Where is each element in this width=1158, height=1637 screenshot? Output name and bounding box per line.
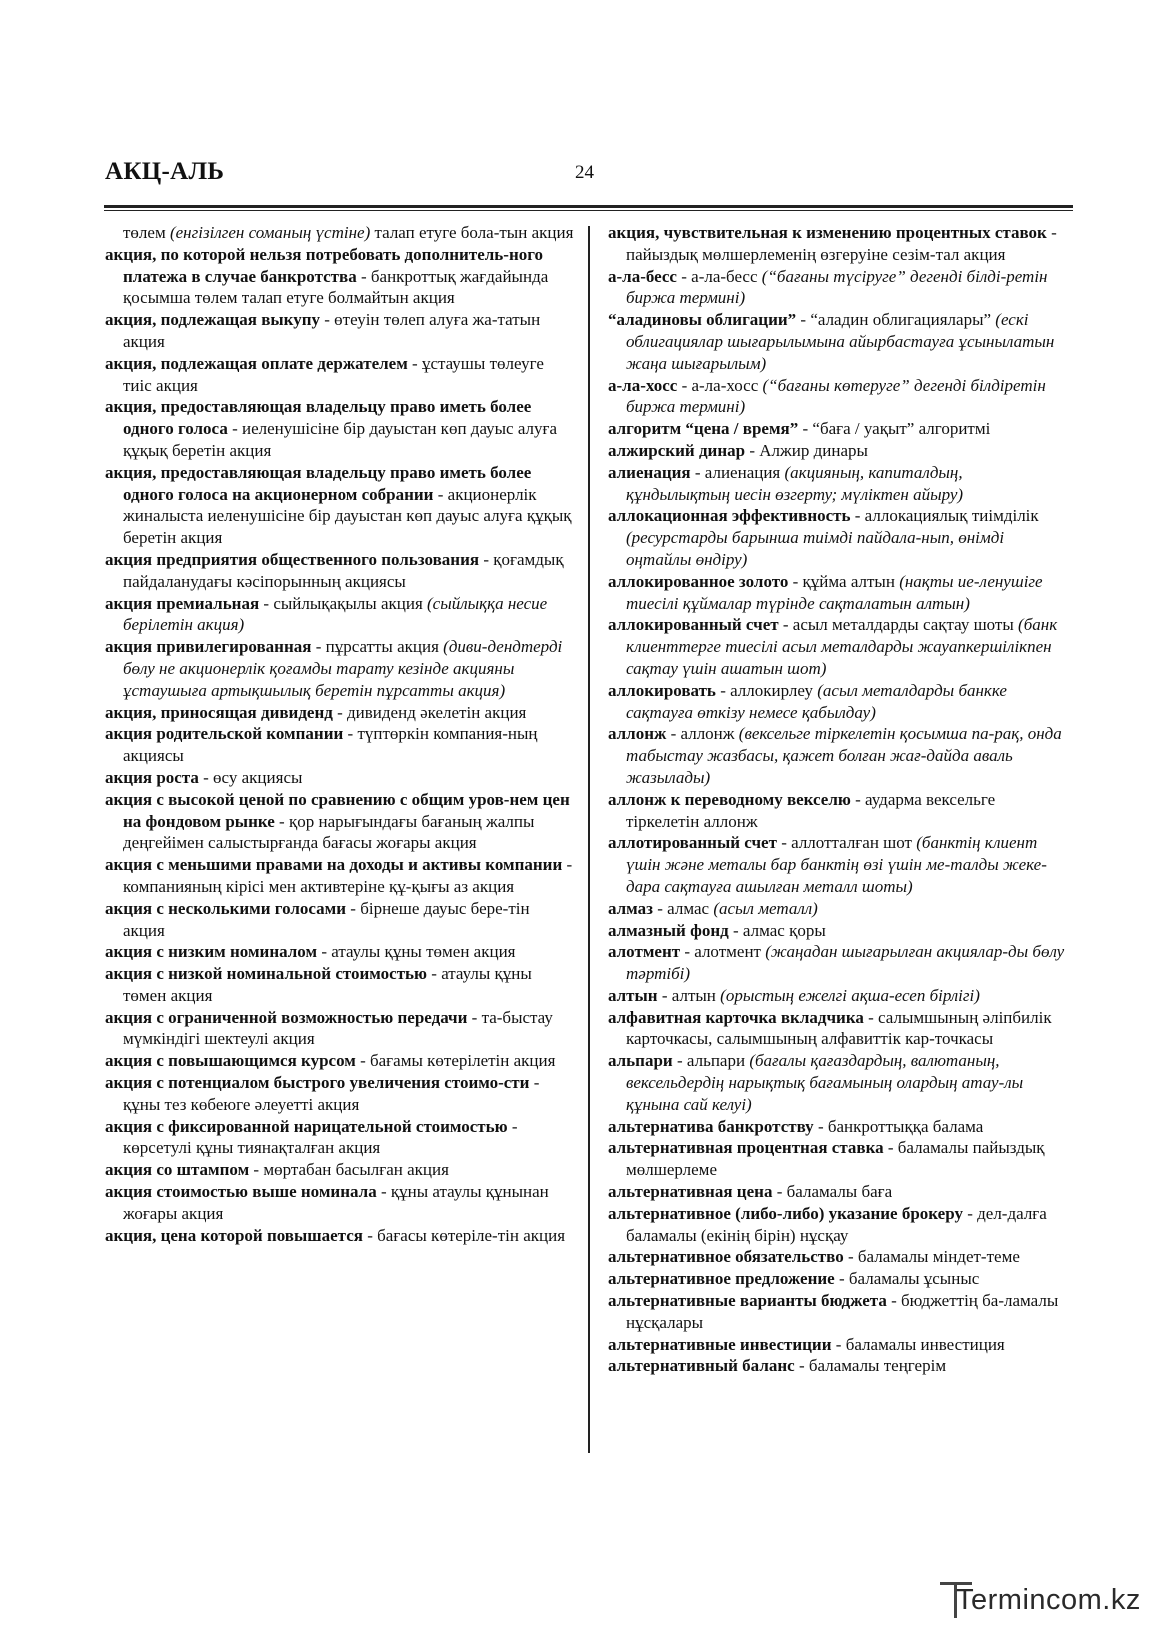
dictionary-entry [105, 963, 575, 1007]
dictionary-entry [608, 1181, 1070, 1203]
dictionary-entry [105, 353, 575, 397]
page-heading: АКЦ-АЛЬ [105, 158, 225, 185]
entry-term: акция, по которой нельзя потребовать дополнитель-ного платежа в случае банкротства [105, 244, 544, 286]
entry-note: (вексельге тіркелетін қосымша па-рақ, онда табыстау жазбасы, қажет болған жағ-дайда аваль жазылады) [626, 724, 1062, 787]
dictionary-entry [608, 832, 1070, 897]
right-column [608, 222, 1070, 1377]
entry-translation: - баламалы теңгерім [794, 1356, 947, 1376]
entry-term: альтернативное обязательство [608, 1247, 844, 1267]
entry-term: альпари [608, 1051, 673, 1071]
entry-translation: - пұрсатты акция [311, 637, 444, 657]
entry-translation: - асыл металдарды сақтау шоты [778, 615, 1019, 635]
dictionary-entry [608, 1050, 1070, 1115]
entry-note: (асыл металл) [713, 898, 818, 918]
entry-term: акция с низкой номинальной стоимостью [105, 964, 428, 984]
entry-translation: - компанияның кірісі мен активтеріне құ-қығы аз акция [123, 855, 573, 896]
entry-translation: - алтын [657, 985, 721, 1005]
dictionary-entry [608, 941, 1070, 985]
entry-term: алфавитная карточка вкладчика [608, 1007, 864, 1027]
entry-translation: - дел-далға баламалы (екінің бірін) нұсқау [626, 1203, 1047, 1245]
dictionary-entry [105, 549, 575, 593]
dictionary-entry [105, 767, 575, 789]
entry-term: акция родительской компании [105, 724, 344, 744]
entry-term: акция, предоставляющая владельцу право иметь более одного голоса на акционерном собрании [105, 462, 532, 504]
entry-term: алтын [608, 985, 658, 1005]
entry-term: акция, подлежащая выкупу [105, 310, 320, 330]
entry-term: акция, приносящая дивиденд [105, 702, 333, 722]
entry-term: акция с высокой ценой по сравнению с общим уров-нем цен на фондовом рынке [105, 789, 570, 831]
entry-note: (бағалы қағаздардың, валютаның, вексельдердің нарықтық бағамының олардың атау-лы құнына сай келуі) [626, 1051, 1024, 1114]
entry-translation: - аллотталған шот [776, 833, 917, 853]
entry-note: (асыл металдарды банкке сақтауға өткізу немесе қабылдау) [626, 680, 1007, 722]
dictionary-entry [608, 723, 1070, 788]
entry-term: акция, чувствительная к изменению процентных ставок [608, 223, 1047, 242]
entry-term: акция с низким номиналом [105, 942, 318, 962]
header-rule-thin [104, 210, 1073, 211]
entry-translation: - құйма алтын [788, 571, 900, 591]
entry-term: альтернативный баланс [608, 1356, 795, 1376]
entry-term: альтернативное (либо-либо) указание брокеру [608, 1203, 963, 1223]
dictionary-entry [105, 1225, 575, 1247]
entry-term: “аладиновы облигации” [608, 310, 797, 330]
entry-term: аллокационная эффективность [608, 506, 851, 526]
dictionary-entry [608, 920, 1070, 942]
entry-term: алотмент [608, 942, 681, 962]
header-rule [104, 205, 1073, 208]
entry-term: алмазный фонд [608, 920, 729, 940]
dictionary-entry [608, 1246, 1070, 1268]
entry-translation: - көрсетулі құны тиянақталған акция [123, 1116, 518, 1158]
entry-term: альтернативное предложение [608, 1269, 835, 1289]
entry-note: (орыстың ежелгі ақша-есеп бірлігі) [720, 985, 980, 1005]
entry-term: акция с меньшими правами на доходы и активы компании [105, 855, 563, 875]
entry-term: акция со штампом [105, 1160, 250, 1180]
entry-term: акция стоимостью выше номинала [105, 1182, 377, 1202]
dictionary-entry [105, 244, 575, 309]
entry-note: (жаңадан шығарылған акциялар-ды бөлу тәртібі) [626, 942, 1065, 984]
dictionary-entry [105, 854, 575, 898]
dictionary-entry [608, 680, 1070, 724]
entry-translation: - салымшының әліпбилік карточкасы, салымшының алфавиттік кар-точкасы [626, 1007, 1052, 1049]
entry-translation: - иеленушісіне бір дауыстан көп дауыс алуға құқық беретін акция [123, 419, 558, 460]
entry-note: (акцияның, капиталдың, құндылықтың иесін өзгерту; мүліктен айыру) [626, 462, 964, 504]
entry-translation: - баламалы пайыздық мөлшерлеме [626, 1138, 1045, 1180]
dictionary-entry [608, 1334, 1070, 1356]
entry-term: альтернативные инвестиции [608, 1334, 832, 1354]
entry-translation: - банкроттық жағдайында қосымша төлем талап етуге болмайтын акция [123, 266, 549, 308]
entry-translation: - баламалы міндет-теме [843, 1247, 1020, 1267]
dictionary-entry [105, 789, 575, 854]
entry-note: (сыйлыққа несие берілетін акция) [123, 593, 548, 635]
entry-translation: - құны тез көбеюге әлеуетті акция [123, 1073, 540, 1114]
entry-translation: талап етуге бола-тын акция [370, 223, 574, 242]
dictionary-entry [608, 418, 1070, 440]
entry-note: (енгізілген соманың үстіне) [169, 223, 371, 242]
dictionary-entry [105, 636, 575, 701]
entry-translation: - акционерлік жиналыста иеленушісіне бір дауыстан көп дауыс алуға құқық беретін акция [123, 484, 572, 548]
entry-term: акция привилегированная [105, 637, 312, 657]
entry-term: акция, предоставляющая владельцу право иметь более одного голоса [105, 397, 532, 439]
column-divider [588, 226, 590, 1453]
entry-translation: - банкроттыққа балама [813, 1116, 984, 1136]
entry-translation: - өсу акциясы [198, 767, 303, 787]
entry-translation: - альпари [672, 1051, 750, 1071]
dictionary-entry [105, 702, 575, 724]
entry-note: (банктің клиент үшін және металы бар банктің өзі үшін ме-талды жеке-дара сақтауға ашылған металл шоты) [626, 833, 1047, 896]
entry-term: акция премиальная [105, 593, 260, 613]
entry-translation: - а-ла-хосс [677, 375, 763, 395]
entry-term: альтернатива банкротству [608, 1116, 814, 1136]
entry-translation: - түптөркін компания-ның акциясы [123, 724, 538, 766]
dictionary-entry [608, 1007, 1070, 1051]
entry-note: (ескі облигациялар шығарылымына айырбастауға ұсынылатын жаңа шығарылым) [626, 310, 1055, 373]
dictionary-entry [608, 505, 1070, 570]
entry-note: (“бағаны түсіруге” дегенді білді-ретін биржа термині) [626, 266, 1048, 308]
entry-term: аллотированный счет [608, 833, 777, 853]
entry-note: (ресурстарды барынша тиімді пайдала-нып, өнімді оңтайлы өндіру) [626, 528, 1005, 569]
entry-translation: - аллокирлеу [715, 680, 818, 700]
entry-translation: - алмас [652, 898, 714, 918]
entry-translation: - бюджеттің ба-ламалы нұсқалары [626, 1291, 1059, 1332]
dictionary-entry [608, 222, 1070, 266]
dictionary-entry [105, 941, 575, 963]
entry-note: (“бағаны көтеруге” дегенді білдіретін биржа термині) [626, 375, 1046, 417]
dictionary-entry [608, 1137, 1070, 1181]
entry-translation: - алмас қоры [728, 920, 826, 940]
entry-term: акция с несколькими голосами [105, 898, 347, 918]
entry-translation: - дивиденд әкелетін акция [332, 702, 527, 722]
dictionary-entry [105, 593, 575, 637]
entry-translation: - баламалы ұсыныс [834, 1269, 980, 1289]
entry-translation: - қор нарығындағы бағаның жалпы деңгейімен салыстырғанда бағасы жоғары акция [123, 811, 535, 853]
dictionary-entry [105, 1050, 575, 1072]
entry-translation: - бағасы көтеріле-тін акция [362, 1225, 566, 1245]
entry-term: аллонж [608, 724, 667, 744]
entry-translation: - алотмент [680, 942, 766, 962]
entry-note: (диви-дендтерді бөлу не акционерлік қоғамды тарату кезінде акцияны ұстаушыға артықшылық беретін пұрсатты акция) [123, 637, 563, 700]
dictionary-entry [105, 1007, 575, 1051]
dictionary-entry [608, 266, 1070, 310]
entry-translation: - ұстаушы төлеуге тиіс акция [123, 353, 544, 395]
entry-translation: - бағамы көтерілетін акция [355, 1051, 556, 1071]
dictionary-entry [105, 309, 575, 353]
entry-translation: - атаулы құны төмен акция [317, 942, 516, 962]
dictionary-entry [608, 1290, 1070, 1334]
dictionary-entry [608, 1203, 1070, 1247]
dictionary-entry [608, 614, 1070, 679]
entry-translation: төлем [123, 223, 170, 242]
entry-term: аллонж к переводному векселю [608, 789, 851, 809]
entry-note: (нақты ие-ленушіге тиесілі құймалар түрінде сақталатын алтын) [626, 571, 1043, 613]
dictionary-entry [608, 1355, 1070, 1377]
entry-translation: - алиенация [690, 462, 785, 482]
entry-term: альтернативные варианты бюджета [608, 1291, 887, 1311]
entry-term: альтернативная цена [608, 1182, 773, 1202]
entry-term: алгоритм “цена / время” [608, 419, 799, 439]
entry-note: (банк клиенттерге тиесілі асыл металдарды жауапкершілікпен сақтау үшін ашатын шот) [626, 615, 1058, 678]
entry-translation: - та-быстау мүмкіндігі шектеулі акция [123, 1007, 553, 1049]
logo-text: Termincom.kz [956, 1584, 1141, 1616]
dictionary-entry [608, 571, 1070, 615]
dictionary-entry [105, 1159, 575, 1181]
dictionary-entry [105, 222, 575, 244]
dictionary-entry [105, 898, 575, 942]
entry-term: алмаз [608, 898, 653, 918]
entry-term: акция с фиксированной нарицательной стоимостью [105, 1116, 508, 1136]
entry-term: акция, подлежащая оплате держателем [105, 353, 408, 373]
dictionary-entry [608, 1268, 1070, 1290]
page-number: 24 [575, 162, 594, 183]
entry-term: а-ла-бесс [608, 266, 677, 286]
dictionary-entry [105, 1116, 575, 1160]
dictionary-entry [608, 375, 1070, 419]
entry-term: аллокированное золото [608, 571, 789, 591]
entry-translation: - аллокациялық тиімділік [850, 506, 1039, 526]
entry-term: акция с ограниченной возможностью передачи [105, 1007, 468, 1027]
dictionary-entry [105, 1072, 575, 1116]
dictionary-entry [608, 309, 1070, 374]
entry-translation: - мөртабан басылған акция [249, 1160, 449, 1180]
entry-term: акция с потенциалом быстрого увеличения стоимо-сти [105, 1073, 530, 1093]
entry-term: аллокированный счет [608, 615, 779, 635]
dictionary-entry [105, 462, 575, 549]
entry-translation: - “баға / уақыт” алгоритмі [798, 419, 991, 439]
dictionary-entry [608, 440, 1070, 462]
entry-translation: - баламалы инвестиция [831, 1334, 1005, 1354]
termincom-logo [940, 1578, 1141, 1624]
entry-term: а-ла-хосс [608, 375, 678, 395]
dictionary-entry [608, 985, 1070, 1007]
entry-term: альтернативная процентная ставка [608, 1138, 884, 1158]
dictionary-entry [105, 1181, 575, 1225]
entry-translation: - атаулы құны төмен акция [123, 964, 532, 1005]
entry-translation: - қоғамдық пайдаланудағы кәсіпорынның акциясы [123, 549, 564, 591]
entry-term: акция, цена которой повышается [105, 1225, 363, 1245]
left-column [105, 222, 575, 1246]
entry-term: акция роста [105, 767, 199, 787]
dictionary-entry [608, 898, 1070, 920]
dictionary-entry [608, 789, 1070, 833]
dictionary-entry [105, 396, 575, 461]
entry-translation: - а-ла-бесс [676, 266, 762, 286]
entry-translation: - аударма вексельге тіркелетін аллонж [626, 789, 996, 831]
dictionary-entry [608, 462, 1070, 506]
entry-term: акция с повышающимся курсом [105, 1051, 356, 1071]
entry-translation: - “аладин облигациялары” [796, 310, 996, 330]
entry-translation: - пайыздық мөлшерлеменің өзгеруіне сезім-тал акция [626, 223, 1057, 264]
entry-translation: - құны атаулы құнынан жоғары акция [123, 1182, 549, 1223]
entry-translation: - аллонж [666, 724, 739, 744]
dictionary-entry [105, 723, 575, 767]
entry-translation: - Алжир динары [745, 440, 868, 460]
entry-term: акция предприятия общественного пользования [105, 549, 480, 569]
entry-term: алиенация [608, 462, 691, 482]
entry-translation: - өтеуін төлеп алуға жа-татын акция [123, 310, 541, 351]
entry-translation: - бірнеше дауыс бере-тін акция [123, 898, 530, 940]
entry-translation: - сыйлықақылы акция [259, 593, 428, 613]
entry-translation: - баламалы баға [772, 1182, 893, 1202]
entry-term: алжирский динар [608, 440, 746, 460]
entry-term: аллокировать [608, 680, 716, 700]
dictionary-entry [608, 1116, 1070, 1138]
